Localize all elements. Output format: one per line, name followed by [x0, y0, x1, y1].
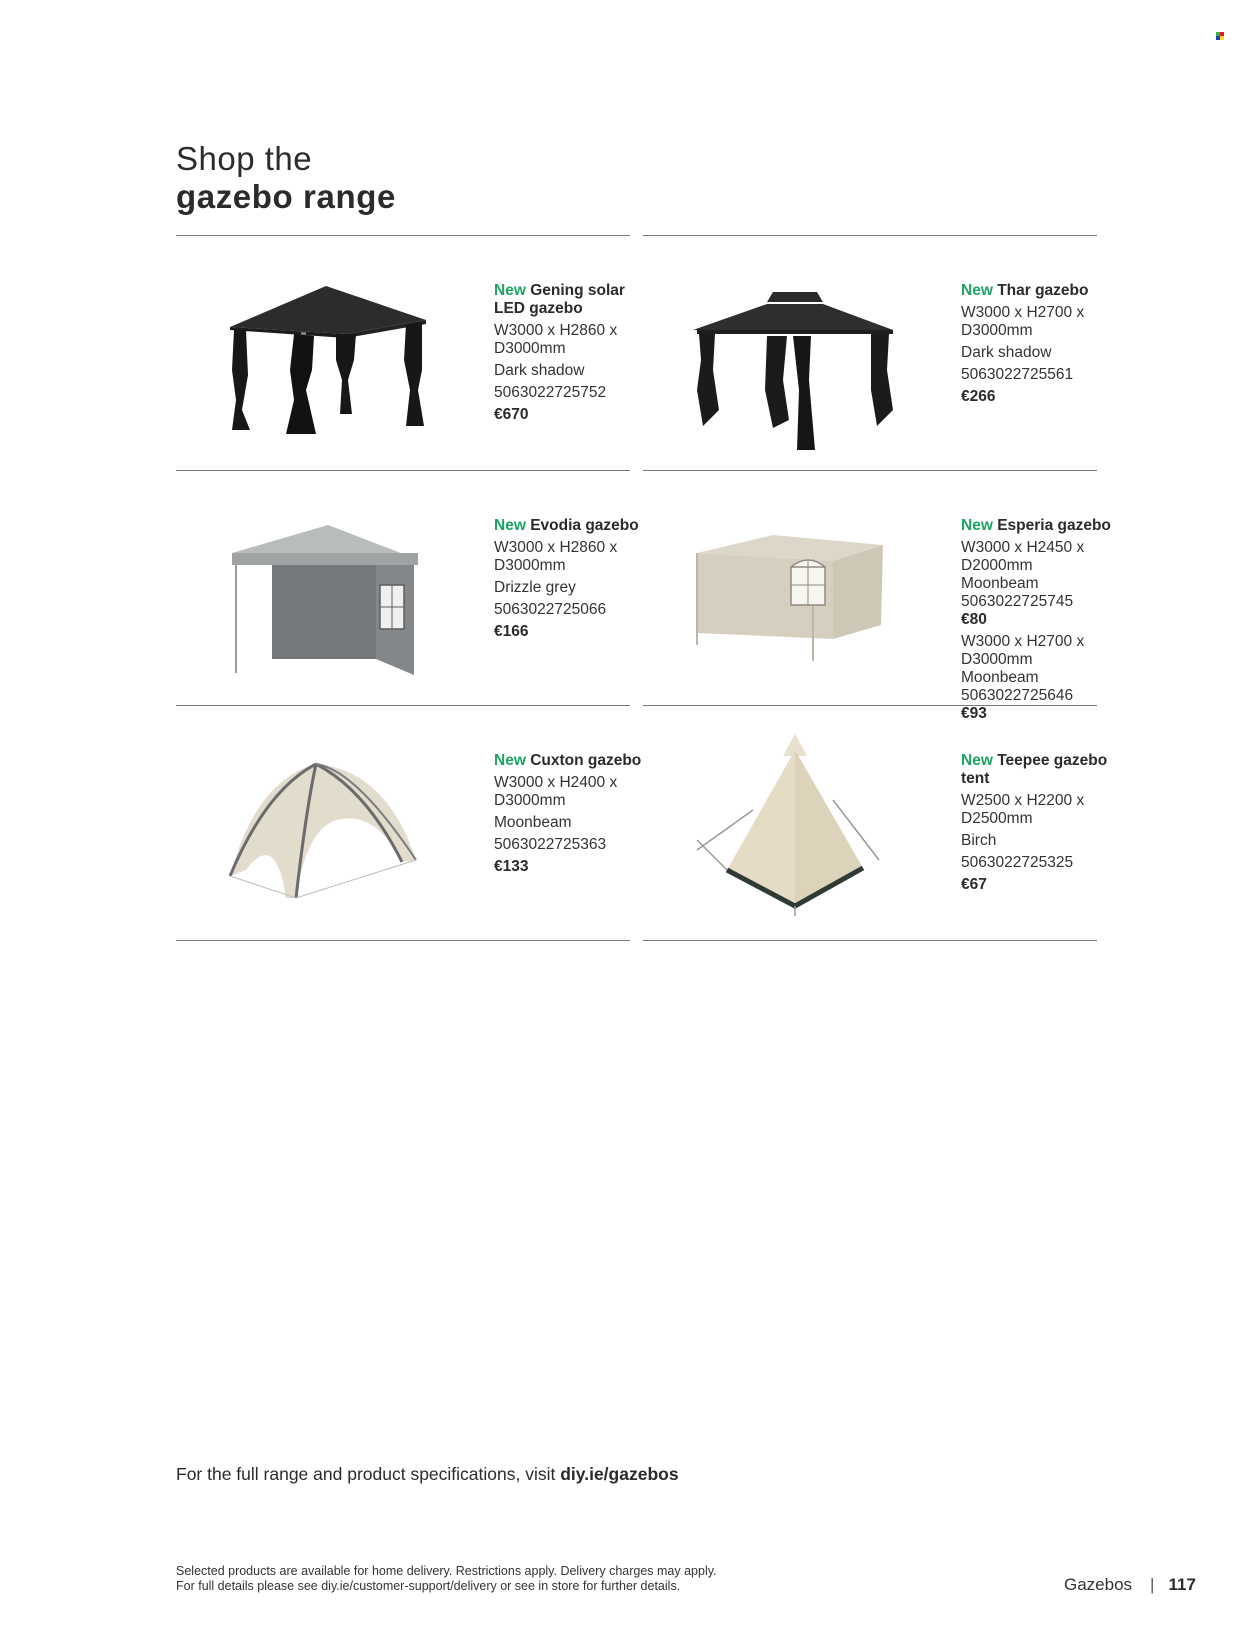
product-dimensions: W3000 x H2700 x D3000mm — [961, 304, 1085, 339]
divider — [176, 940, 630, 941]
divider — [643, 940, 1097, 941]
product-price: €67 — [961, 876, 987, 893]
product-dimensions: W3000 x H2450 x D2000mm — [961, 539, 1085, 574]
product-dimensions: W3000 x H2700 x D3000mm — [961, 633, 1085, 668]
product-info — [494, 752, 644, 876]
product-name: Esperia gazebo — [997, 517, 1111, 534]
product-colour: Dark shadow — [961, 344, 1052, 361]
product-colour: Drizzle grey — [494, 579, 576, 596]
product-price: €670 — [494, 406, 529, 423]
product-info — [961, 282, 1111, 406]
product-code: 5063022725752 — [494, 384, 607, 401]
product-card-evodia — [176, 471, 638, 705]
beige-gazebo-with-windows-icon — [683, 485, 903, 685]
page-title — [176, 140, 396, 216]
product-code: 5063022725561 — [961, 366, 1074, 383]
product-info — [961, 752, 1111, 894]
product-price: €166 — [494, 623, 529, 640]
page-title-line2: gazebo range — [176, 178, 396, 215]
folio-separator: | — [1150, 1575, 1155, 1594]
black-gazebo-with-curtains-icon — [216, 250, 436, 450]
new-badge: New — [961, 752, 993, 769]
product-info — [961, 517, 1111, 723]
product-code: 5063022725745 — [961, 593, 1074, 610]
product-code: 5063022725363 — [494, 836, 607, 853]
product-price: €133 — [494, 858, 529, 875]
page-title-line1: Shop the — [176, 140, 313, 177]
product-name: Gening solar LED gazebo — [494, 282, 625, 317]
dome-shelter-icon — [216, 720, 436, 920]
product-card-esperia — [643, 471, 1111, 722]
section-name: Gazebos — [1064, 1575, 1133, 1594]
product-colour: Dark shadow — [494, 362, 585, 379]
new-badge: New — [961, 517, 993, 534]
product-dimensions: W3000 x H2860 x D3000mm — [494, 539, 618, 574]
website-link[interactable]: diy.ie/gazebos — [560, 1464, 679, 1484]
product-info — [494, 517, 644, 641]
product-price: €80 — [961, 611, 987, 628]
product-dimensions: W3000 x H2400 x D3000mm — [494, 774, 618, 809]
product-code: 5063022725325 — [961, 854, 1074, 871]
product-colour: Moonbeam — [494, 814, 572, 831]
product-code: 5063022725646 — [961, 687, 1074, 704]
product-dimensions: W3000 x H2860 x D3000mm — [494, 322, 618, 357]
product-colour: Birch — [961, 832, 997, 849]
delivery-fine-print: Selected products are available for home delivery. Restrictions apply. Delivery charges may apply. For full details please see diy.ie/customer-support/delivery or see in store for further details. — [176, 1564, 717, 1593]
product-card-gening — [176, 236, 638, 470]
product-price: €266 — [961, 388, 996, 405]
product-card-thar — [643, 236, 1105, 470]
product-name: Cuxton gazebo — [530, 752, 642, 769]
product-name: Thar gazebo — [997, 282, 1089, 299]
product-colour: Moonbeam — [961, 575, 1039, 592]
new-badge: New — [494, 282, 526, 299]
product-price: €93 — [961, 705, 987, 722]
new-badge: New — [961, 282, 993, 299]
page-folio — [1064, 1575, 1196, 1595]
brand-color-mark-icon — [1216, 32, 1224, 40]
grey-popup-gazebo-icon — [216, 485, 436, 685]
page-number: 117 — [1168, 1575, 1196, 1594]
product-info — [494, 282, 644, 424]
product-code: 5063022725066 — [494, 601, 607, 618]
product-name: Evodia gazebo — [530, 517, 639, 534]
product-name: Teepee gazebo tent — [961, 752, 1108, 787]
product-dimensions: W2500 x H2200 x D2500mm — [961, 792, 1085, 827]
black-double-roof-gazebo-icon — [683, 250, 903, 450]
product-card-cuxton — [176, 706, 642, 940]
visit-website-text: For the full range and product specifications, visit diy.ie/gazebos — [176, 1464, 679, 1484]
product-colour: Moonbeam — [961, 669, 1039, 686]
new-badge: New — [494, 517, 526, 534]
new-badge: New — [494, 752, 526, 769]
teepee-tent-icon — [683, 720, 903, 920]
product-card-teepee — [643, 706, 1108, 940]
